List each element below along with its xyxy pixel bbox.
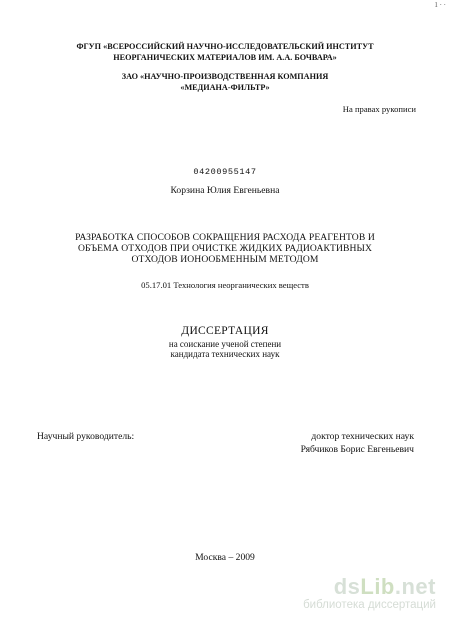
thesis-title-line-2: ОБЪЕМА ОТХОДОВ ПРИ ОЧИСТКЕ ЖИДКИХ РАДИОАКТИВНЫХ: [78, 243, 372, 254]
degree-line-2: кандидата технических наук: [170, 349, 280, 359]
logo-text-ds: ds: [333, 574, 361, 599]
logo-text-net: .net: [394, 574, 436, 599]
thesis-title-line-3: ОТХОДОВ ИОНООБМЕННЫМ МЕТОДОМ: [131, 254, 319, 265]
registration-number: 04200955147: [193, 167, 257, 177]
degree-line-1: на соискание ученой степени: [168, 339, 282, 349]
corner-mark: 1 · ·: [434, 1, 446, 9]
specialty-code: 05.17.01 Технология неорганических веществ: [141, 280, 309, 290]
place-and-year: Москва – 2009: [195, 552, 255, 563]
organization-name-line-1: ФГУП «ВСЕРОССИЙСКИЙ НАУЧНО-ИССЛЕДОВАТЕЛЬСКИЙ ИНСТИТУТ: [76, 42, 374, 51]
author-name: Корзина Юлия Евгеньевна: [170, 185, 280, 196]
company-name-line-1: ЗАО «НАУЧНО-ПРОИЗВОДСТВЕННАЯ КОМПАНИЯ: [121, 72, 329, 81]
dslib-watermark-logo[interactable]: [251, 574, 436, 612]
logo-tagline: библиотека диссертаций: [303, 599, 436, 611]
document-kind: ДИССЕРТАЦИЯ: [181, 325, 269, 337]
manuscript-rights-note: На правах рукописи: [342, 104, 416, 114]
organization-name-line-2: НЕОРГАНИЧЕСКИХ МАТЕРИАЛОВ ИМ. А.А. БОЧВАРА»: [113, 53, 337, 62]
thesis-title-line-1: РАЗРАБОТКА СПОСОБОВ СОКРАЩЕНИЯ РАСХОДА РЕАГЕНТОВ И: [75, 232, 375, 243]
supervisor-name: Рябчиков Борис Евгеньевич: [300, 444, 414, 455]
logo-text-lib: Lib: [360, 574, 395, 599]
company-name-line-2: «МЕДИАНА-ФИЛЬТР»: [180, 83, 270, 92]
supervisor-degree: доктор технических наук: [311, 431, 414, 442]
logo-wordmark: [334, 574, 436, 600]
supervisor-label: Научный руководитель:: [37, 431, 135, 442]
